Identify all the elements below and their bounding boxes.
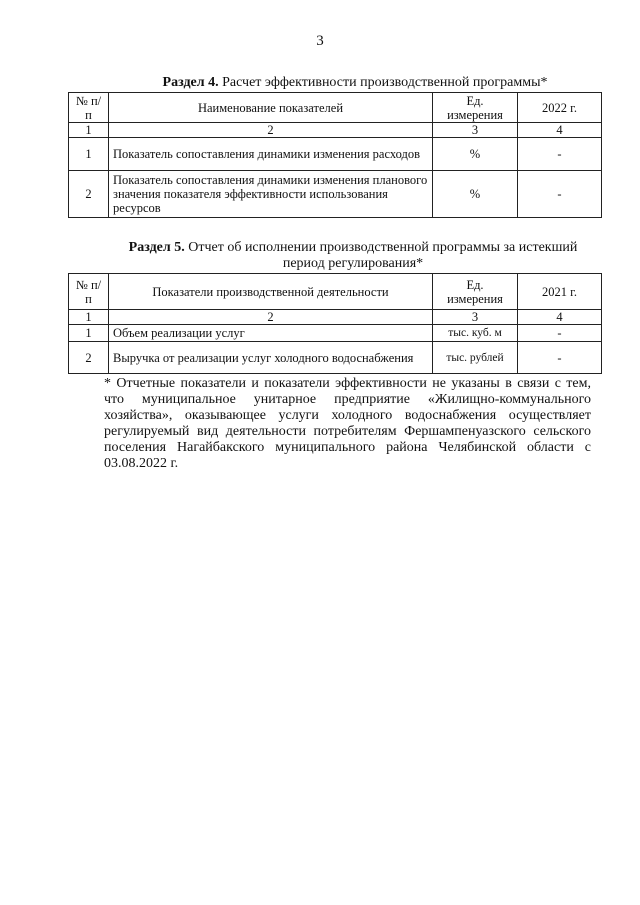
column-number-cell: 4 [518, 310, 602, 325]
column-number-cell: 2 [109, 123, 433, 138]
header-cell-unit: Ед. измерения [433, 274, 518, 310]
page-number: 3 [316, 33, 324, 49]
section-5-title [108, 240, 598, 272]
header-cell-name: Показатели производственной деятельности [109, 274, 433, 310]
column-number-cell: 1 [69, 310, 109, 325]
column-number-cell: 4 [518, 123, 602, 138]
value-cell: - [518, 342, 602, 374]
value-cell: - [518, 138, 602, 171]
unit-cell: % [433, 138, 518, 171]
header-cell-year: 2021 г. [518, 274, 602, 310]
column-number-cell: 3 [433, 123, 518, 138]
row-number-cell: 2 [69, 171, 109, 218]
column-number-row [69, 123, 602, 138]
unit-cell: % [433, 171, 518, 218]
table-row [69, 138, 602, 171]
column-number-row [69, 310, 602, 325]
footnote [104, 376, 591, 472]
table-row [69, 342, 602, 374]
section-4-title-text: Расчет эффективности производственной программы* [218, 75, 548, 90]
header-cell-num: № п/п [69, 93, 109, 123]
value-cell: - [518, 325, 602, 342]
table-row [69, 325, 602, 342]
indicator-name-cell: Показатель сопоставления динамики изменения расходов [109, 138, 433, 171]
indicator-name-cell: Показатель сопоставления динамики изменения планового значения показателя эффективности использования ресурсов [109, 171, 433, 218]
table-row [69, 171, 602, 218]
section-5-title-text: Отчет об исполнении производственной программы за истекший период регулирования* [184, 240, 578, 271]
indicator-name-cell: Выручка от реализации услуг холодного водоснабжения [109, 342, 433, 374]
row-number-cell: 1 [69, 138, 109, 171]
unit-cell: тыс. рублей [433, 342, 518, 374]
section-4-title-bold: Раздел 4. [162, 75, 219, 90]
section-5-title-bold: Раздел 5. [128, 240, 185, 255]
unit-cell: тыс. куб. м [433, 325, 518, 342]
footnote-text: * Отчетные показатели и показатели эффективности не указаны в связи с тем, что муниципальное унитарное предприятие «Жилищно-коммунального хозяйства», оказывающее услуги холодного водоснабжения осуществляет регулируемый вид деятельности потребителям Фершампенуазского сельского поселения Нагайбакского муниципального района Челябинской области с 03.08.2022 г. [104, 376, 591, 471]
table-header-row [69, 274, 602, 310]
row-number-cell: 1 [69, 325, 109, 342]
header-cell-unit: Ед. измерения [433, 93, 518, 123]
section-5-table [68, 273, 602, 374]
section-4-table [68, 92, 602, 218]
column-number-cell: 1 [69, 123, 109, 138]
indicator-name-cell: Объем реализации услуг [109, 325, 433, 342]
value-cell: - [518, 171, 602, 218]
header-cell-num: № п/п [69, 274, 109, 310]
column-number-cell: 3 [433, 310, 518, 325]
row-number-cell: 2 [69, 342, 109, 374]
header-cell-name: Наименование показателей [109, 93, 433, 123]
column-number-cell: 2 [109, 310, 433, 325]
section-4-title [120, 75, 590, 91]
table-header-row [69, 93, 602, 123]
header-cell-year: 2022 г. [518, 93, 602, 123]
